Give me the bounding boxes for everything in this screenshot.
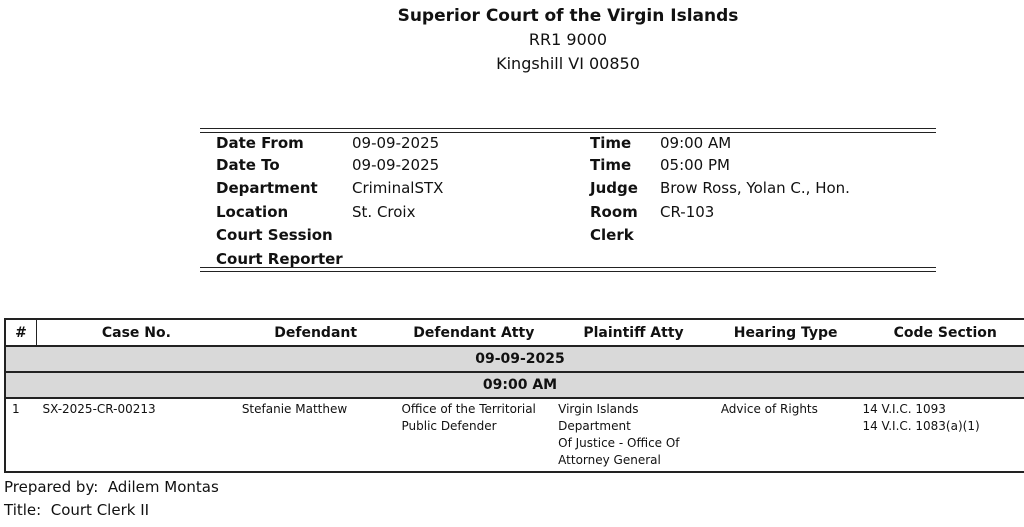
- address-line-1: RR1 9000: [528, 30, 608, 49]
- court-session-label: Court Session: [216, 226, 333, 244]
- table-header-row: [5, 319, 1024, 346]
- session-info-block: [200, 128, 936, 273]
- room-label: Room: [590, 203, 638, 221]
- cell-defendant-atty: [395, 398, 552, 472]
- time-to-value: 05:00 PM: [660, 156, 730, 174]
- column-header-defendant: Defendant: [236, 319, 396, 346]
- defendant-atty-line: Office of the Territorial: [401, 402, 536, 416]
- location-value: St. Croix: [352, 203, 416, 221]
- department-label: Department: [216, 179, 318, 197]
- plaintiff-atty-line: Attorney General: [558, 453, 661, 467]
- judge-label: Judge: [590, 179, 638, 197]
- date-band: 09-09-2025: [5, 346, 1024, 372]
- column-header-plaintiff-atty: Plaintiff Atty: [552, 319, 715, 346]
- date-from-value: 09-09-2025: [352, 134, 440, 152]
- top-rule: [200, 128, 936, 129]
- judge-value: Brow Ross, Yolan C., Hon.: [660, 179, 850, 197]
- column-header-number: #: [5, 319, 36, 346]
- bottom-rule-inner: [200, 271, 936, 272]
- room-value: CR-103: [660, 203, 715, 221]
- date-to-value: 09-09-2025: [352, 156, 440, 174]
- table-row: [5, 398, 1024, 472]
- code-section-line: 14 V.I.C. 1083(a)(1): [862, 419, 980, 433]
- time-from-label: Time: [590, 134, 632, 152]
- time-from-value: 09:00 AM: [660, 134, 732, 152]
- column-header-hearing-type: Hearing Type: [715, 319, 857, 346]
- prepared-by: Prepared by: Adilem Montas: [4, 478, 219, 496]
- cell-code-section: [856, 398, 1024, 472]
- date-from-label: Date From: [216, 134, 304, 152]
- plaintiff-atty-line: Virgin Islands Department: [558, 402, 639, 433]
- location-label: Location: [216, 203, 289, 221]
- bottom-rule: [200, 267, 936, 268]
- column-header-code-section: Code Section: [856, 319, 1024, 346]
- cell-number: 1: [5, 398, 36, 472]
- column-header-defendant-atty: Defendant Atty: [395, 319, 552, 346]
- time-band-row: [5, 372, 1024, 398]
- cell-case-no: SX-2025-CR-00213: [36, 398, 235, 472]
- cell-plaintiff-atty: [552, 398, 715, 472]
- court-name: Superior Court of the Virgin Islands: [397, 6, 739, 26]
- time-to-label: Time: [590, 156, 632, 174]
- cell-hearing-type: Advice of Rights: [715, 398, 857, 472]
- department-value: CriminalSTX: [352, 179, 444, 197]
- calendar-table: [4, 318, 1024, 473]
- court-reporter-label: Court Reporter: [216, 250, 343, 268]
- top-rule-inner: [200, 132, 936, 133]
- plaintiff-atty-line: Of Justice - Office Of: [558, 436, 680, 450]
- date-to-label: Date To: [216, 156, 280, 174]
- preparer-title: Title: Court Clerk II: [4, 501, 150, 519]
- time-band: 09:00 AM: [5, 372, 1024, 398]
- cell-defendant: Stefanie Matthew: [236, 398, 396, 472]
- code-section-line: 14 V.I.C. 1093: [862, 402, 946, 416]
- clerk-label: Clerk: [590, 226, 634, 244]
- defendant-atty-line: Public Defender: [401, 419, 497, 433]
- address-line-2: Kingshill VI 00850: [496, 54, 640, 73]
- column-header-case-no: Case No.: [36, 319, 235, 346]
- date-band-row: [5, 346, 1024, 372]
